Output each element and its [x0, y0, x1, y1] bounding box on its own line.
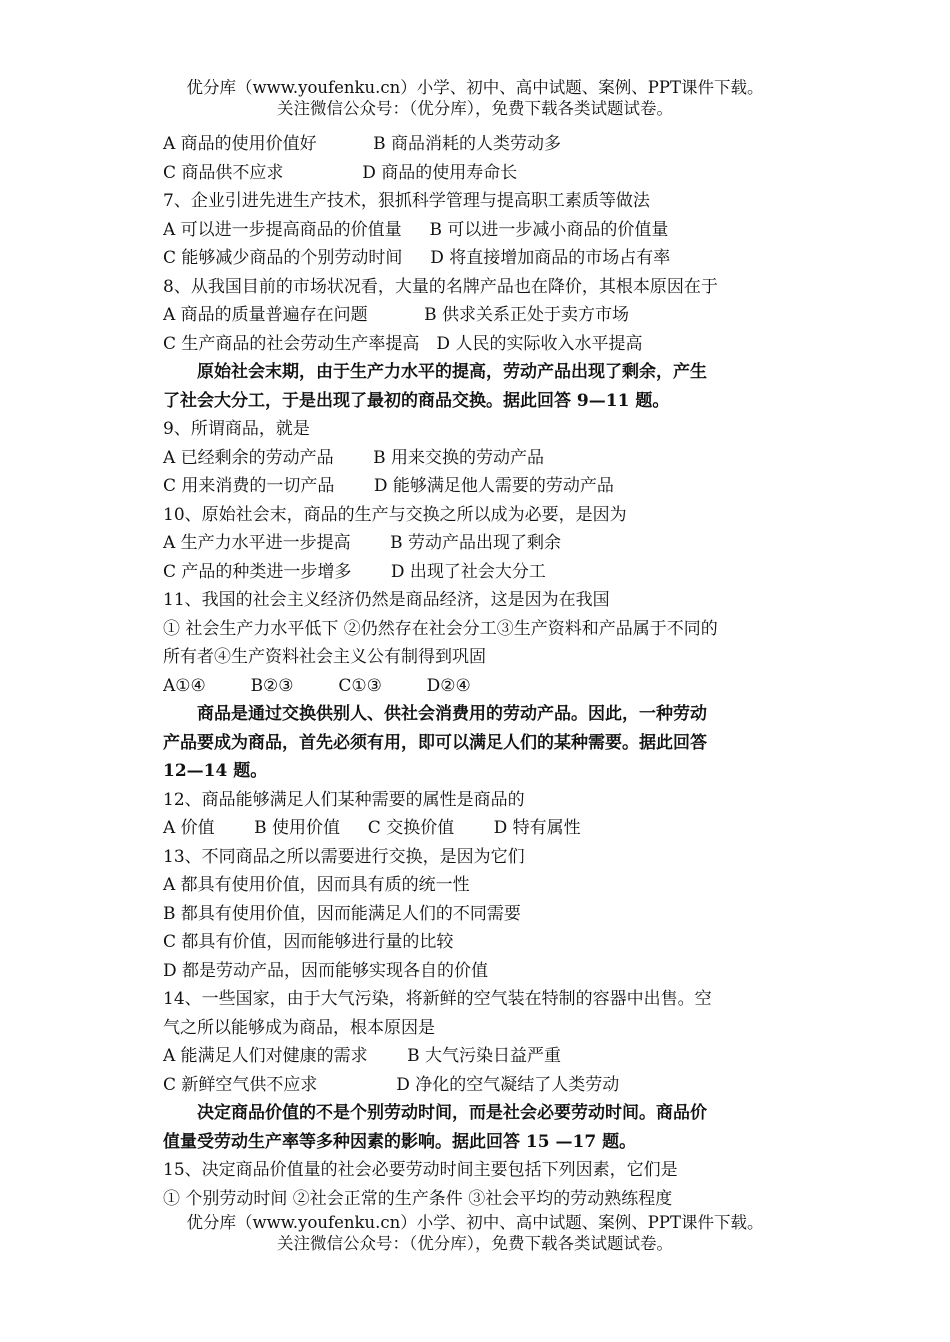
text-line: 15、决定商品价值量的社会必要劳动时间主要包括下列因素，它们是 — [163, 1160, 678, 1180]
passage-line: 了社会大分工，于是出现了最初的商品交换。据此回答 9—11 题。 — [163, 390, 670, 411]
passage-line: 商品是通过交换供别人、供社会消费用的劳动产品。因此，一种劳动 — [197, 704, 707, 724]
passage-line: 12—14 题。 — [163, 761, 268, 781]
text-line: A 商品的质量普遍存在问题 B 供求关系正处于卖方市场 — [163, 305, 629, 325]
text-line: A 已经剩余的劳动产品 B 用来交换的劳动产品 — [163, 447, 544, 468]
text-line: C 商品供不应求 D 商品的使用寿命长 — [163, 162, 518, 183]
text-line: A①④ B②③ C①③ D②④ — [163, 675, 471, 696]
passage-line: 值量受劳动生产率等多种因素的影响。据此回答 15 —17 题。 — [163, 1131, 637, 1152]
passage-line: 决定商品价值的不是个别劳动时间，而是社会必要劳动时间。商品价 — [197, 1103, 707, 1123]
text-line: 13、不同商品之所以需要进行交换，是因为它们 — [163, 846, 525, 867]
text-line: 10、原始社会末，商品的生产与交换之所以成为必要，是因为 — [163, 504, 627, 525]
passage-line: 原始社会末期，由于生产力水平的提高，劳动产品出现了剩余，产生 — [197, 362, 707, 382]
text-line: D 都是劳动产品，因而能够实现各自的价值 — [163, 960, 489, 981]
header-line-2: 关注微信公众号：（优分库），免费下载各类试题试卷。 — [277, 99, 673, 118]
text-line: 7、企业引进先进生产技术，狠抓科学管理与提高职工素质等做法 — [163, 191, 650, 211]
text-line: 所有者④生产资料社会主义公有制得到巩固 — [163, 647, 486, 667]
text-line: 9、所谓商品，就是 — [163, 419, 310, 439]
text-line: A 能满足人们对健康的需求 B 大气污染日益严重 — [163, 1046, 561, 1066]
text-line: A 可以进一步提高商品的价值量 B 可以进一步减小商品的价值量 — [163, 219, 669, 240]
page-footer — [0, 1212, 950, 1254]
text-line: 气之所以能够成为商品，根本原因是 — [163, 1017, 435, 1038]
text-line: 8、从我国目前的市场状况看，大量的名牌产品也在降价，其根本原因在于 — [163, 276, 718, 297]
text-line: 11、我国的社会主义经济仍然是商品经济，这是因为在我国 — [163, 590, 610, 610]
text-line: B 都具有使用价值，因而能满足人们的不同需要 — [163, 903, 521, 924]
footer-line-2: 关注微信公众号：（优分库），免费下载各类试题试卷。 — [277, 1234, 673, 1253]
text-line: C 生产商品的社会劳动生产率提高 D 人民的实际收入水平提高 — [163, 333, 643, 354]
text-line: A 生产力水平进一步提高 B 劳动产品出现了剩余 — [163, 533, 561, 553]
document-body — [163, 130, 788, 1213]
text-line: C 都具有价值，因而能够进行量的比较 — [163, 932, 454, 952]
text-line: A 价值 B 使用价值 C 交换价值 D 特有属性 — [163, 818, 581, 838]
text-line: C 新鲜空气供不应求 D 净化的空气凝结了人类劳动 — [163, 1074, 620, 1095]
page-header — [0, 77, 950, 119]
text-line: ① 个别劳动时间 ②社会正常的生产条件 ③社会平均的劳动熟练程度 — [163, 1188, 673, 1209]
text-line: C 能够减少商品的个别劳动时间 D 将直接增加商品的市场占有率 — [163, 248, 671, 268]
text-line: 12、商品能够满足人们某种需要的属性是商品的 — [163, 789, 525, 810]
header-line-1: 优分库（www.youfenku.cn）小学、初中、高中试题、案例、PPT课件下载。 — [186, 78, 764, 97]
text-line: 14、一些国家，由于大气污染，将新鲜的空气装在特制的容器中出售。空 — [163, 989, 712, 1009]
text-line: A 商品的使用价值好 B 商品消耗的人类劳动多 — [163, 134, 561, 154]
text-line: A 都具有使用价值，因而具有质的统一性 — [163, 875, 470, 895]
text-line: C 产品的种类进一步增多 D 出现了社会大分工 — [163, 561, 546, 582]
text-line: C 用来消费的一切产品 D 能够满足他人需要的劳动产品 — [163, 476, 614, 496]
text-line: ① 社会生产力水平低下 ②仍然存在社会分工③生产资料和产品属于不同的 — [163, 618, 718, 639]
passage-line: 产品要成为商品，首先必须有用，即可以满足人们的某种需要。据此回答 — [163, 732, 707, 753]
footer-line-1: 优分库（www.youfenku.cn）小学、初中、高中试题、案例、PPT课件下载。 — [186, 1213, 764, 1232]
